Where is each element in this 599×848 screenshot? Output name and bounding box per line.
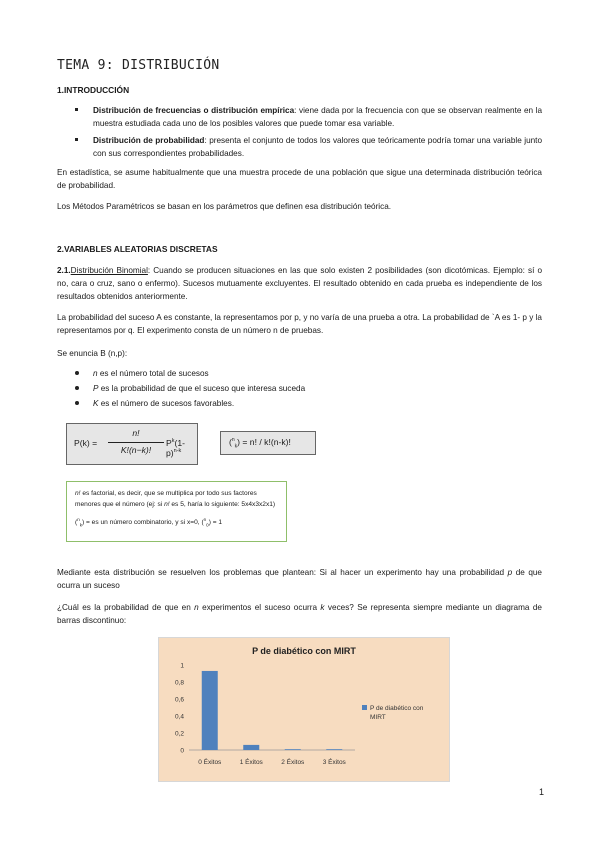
para-metodos: Los Métodos Paramétricos se basan en los parámetros que definen esa distribución teórica.: [57, 202, 392, 211]
formula-fraction-bar: [108, 442, 164, 443]
para-pregunta: ¿Cuál es la probabilidad de que en n experimentos el suceso ocurra k veces? Se representa siempre mediante un diagrama de barras discontinuo:: [57, 603, 542, 625]
param-item: [57, 367, 542, 380]
factorial-note-box: [66, 481, 287, 542]
section-heading-variables: 2.VARIABLES ALEATORIAS DISCRETAS: [57, 244, 218, 254]
formula-numerator: n!: [132, 428, 140, 438]
y-tick-label: 0,8: [174, 679, 184, 687]
x-tick-label: 1 Éxitos: [239, 759, 263, 766]
binomial-formula-box: [66, 423, 198, 465]
note-combinatorio: ($^n_k$) = es un número combinatorio, y si x=0, ($^n_0$) = 1: [75, 517, 223, 528]
legend-label: P de diabético con MIRT: [370, 705, 424, 721]
sub-text: : Cuando se producen situaciones en las que solo existen 2 posibilidades (son dicotómicas. Ejemplo: sí o no, cara o cruz, sano o enfermo). Sucesos mutuamente excluyentes. El resultado obtenido en cada prueba es independiente de los resultados obtenidos anteriormente.: [57, 266, 542, 301]
param-item: [57, 397, 542, 410]
y-tick-label: 0,4: [174, 713, 184, 721]
bullet-marker: [75, 138, 78, 141]
para-probabilidad-suceso: La probabilidad del suceso A es constante, la representamos por p, y no varía de una prueba a otra. La probabilidad de `A es 1- p y la representamos por q. El experimento consta de un número n de pruebas.: [57, 313, 542, 335]
bullet-text: : viene dada por la frecuencia con que se observan realmente en la muestra estudiada cada uno de los posibles valores que puede tomar esa variable.: [93, 106, 542, 128]
chart-title: P de diabético con MIRT: [252, 646, 356, 656]
para-estadistica: En estadística, se asume habitualmente que una muestra procede de una población que sigue una determinada distribución teórica de probabilidad.: [57, 168, 542, 190]
chart-container: [158, 637, 450, 782]
formula-p: $P^k(1-p)^{n-k}$: [166, 438, 185, 458]
note-factorial: n! es factorial, es decir, que se multiplica por todo sus factores menores que el número (ej: si n! es 5, haría lo siguiente: 5x4x3x2x1): [75, 490, 276, 508]
param-text: es la probabilidad de que el suceso que interesa suceda: [98, 384, 306, 393]
param-item: [57, 382, 542, 395]
bar-chart: [159, 638, 449, 781]
x-tick-label: 0 Éxitos: [198, 759, 222, 766]
combinatorio-formula-box: [220, 431, 316, 455]
bullet-probabilidad: [57, 134, 542, 160]
binomial-params-list: [57, 367, 542, 410]
y-tick-label: 0,2: [174, 730, 184, 738]
bullet-term: Distribución de probabilidad: [93, 136, 205, 145]
param-var: n: [93, 369, 98, 378]
page-number: 1: [538, 787, 544, 797]
y-tick-label: 0: [180, 747, 184, 755]
bullet-marker: [75, 386, 79, 390]
bullet-marker: [75, 108, 78, 111]
bullet-marker: [75, 371, 79, 375]
bullet-term: Distribución de frecuencias o distribución empírica: [93, 106, 295, 115]
formula-lhs: P(k) =: [74, 438, 98, 448]
y-tick-label: 1: [180, 662, 184, 670]
para-resuelven: Mediante esta distribución se resuelven los problemas que plantean: Si al hacer un experimento hay una probabilidad p de que ocurra un suceso: [57, 568, 542, 590]
para-binomial: [57, 264, 542, 303]
legend-swatch: [362, 705, 367, 710]
param-var: P: [93, 384, 99, 393]
bar: [202, 671, 218, 750]
combinatorio-formula: ($^n_k$) = n! / k!(n-k)!: [229, 437, 291, 450]
bullet-frecuencias: [57, 104, 542, 130]
x-tick-label: 3 Éxitos: [322, 759, 346, 766]
bullet-marker: [75, 401, 79, 405]
param-text: es el número de sucesos favorables.: [98, 399, 235, 408]
x-tick-label: 2 Éxitos: [281, 759, 305, 766]
sub-number: 2.1.: [57, 266, 71, 275]
page-title: TEMA 9: DISTRIBUCIÓN: [57, 58, 220, 73]
intro-bullet-list: [57, 104, 542, 160]
sub-title: Distribución Binomial: [70, 266, 148, 275]
bar: [285, 749, 301, 750]
section-heading-intro: 1.INTRODUCCIÓN: [57, 85, 130, 95]
formula-denominator: K!(n−k)!: [120, 445, 152, 455]
param-var: K: [93, 399, 99, 408]
param-text: es el número total de sucesos: [97, 369, 209, 378]
bullet-text: : presenta el conjunto de todos los valores que teóricamente podría tomar una variable junto con sus correspondientes probabilidades.: [93, 136, 543, 158]
bar: [326, 749, 342, 750]
para-enuncia: Se enuncia B (n,p):: [57, 349, 128, 358]
y-tick-label: 0,6: [174, 696, 184, 704]
bar: [243, 745, 259, 750]
